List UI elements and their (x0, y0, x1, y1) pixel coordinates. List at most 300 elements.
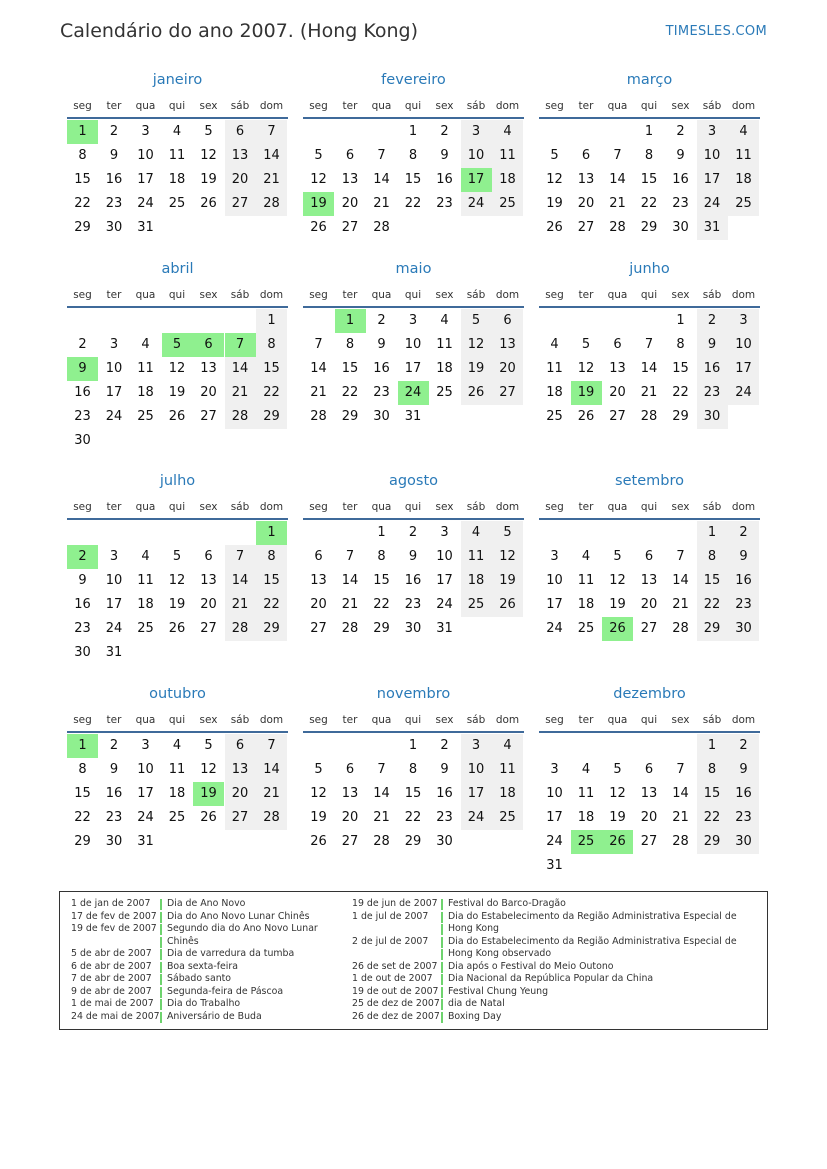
day-cell: 19 (168, 597, 186, 612)
weekday-header: qui (640, 100, 658, 112)
weekday-header: seg (73, 289, 92, 301)
day-cell: 15 (256, 569, 287, 593)
day-cell: 8 (676, 337, 685, 352)
day-cell: 9 (728, 545, 759, 569)
legend-marker (441, 912, 443, 923)
holiday-day-cell: 7 (225, 333, 256, 357)
day-cell: 27 (640, 621, 658, 636)
header-divider (67, 117, 288, 119)
site-logo[interactable]: TIMESLES.COM (665, 24, 767, 39)
day-cell: 27 (577, 220, 595, 235)
weekday-header: sex (435, 100, 454, 112)
day-cell: 20 (225, 782, 256, 806)
day-cell: 13 (492, 333, 523, 357)
day-cell: 26 (546, 220, 563, 235)
legend-holiday-name: Festival do Barco-Dragão (448, 898, 566, 909)
day-cell: 22 (74, 810, 91, 825)
day-cell: 5 (204, 124, 213, 139)
day-cell: 2 (728, 734, 759, 758)
day-cell: 8 (256, 333, 287, 357)
day-cell: 10 (404, 337, 422, 352)
day-cell: 2 (78, 337, 87, 352)
day-cell: 7 (676, 549, 685, 564)
day-cell: 3 (550, 549, 559, 564)
weekday-header: qui (168, 100, 186, 112)
day-cell: 6 (613, 337, 622, 352)
day-cell: 17 (404, 361, 422, 376)
day-cell: 1 (644, 124, 654, 139)
weekday-header: qui (168, 501, 186, 513)
day-cell: 6 (644, 549, 654, 564)
day-cell: 2 (697, 309, 728, 333)
day-cell: 21 (373, 196, 390, 211)
day-cell: 4 (440, 313, 449, 328)
month-name: março (626, 72, 673, 88)
day-cell: 5 (461, 309, 492, 333)
day-cell: 14 (256, 758, 287, 782)
holiday-day-cell: 19 (303, 192, 334, 216)
holiday-day-cell: 1 (256, 521, 287, 545)
day-cell: 19 (310, 810, 327, 825)
day-cell: 12 (492, 545, 523, 569)
day-cell: 8 (697, 758, 728, 782)
weekday-header: qui (404, 289, 422, 301)
day-cell: 9 (408, 549, 418, 564)
day-cell: 14 (672, 573, 689, 588)
day-cell: 20 (341, 196, 359, 211)
weekday-header: ter (342, 714, 358, 726)
day-cell: 19 (609, 597, 626, 612)
legend-marker (160, 974, 162, 985)
day-cell: 11 (728, 144, 759, 168)
day-cell: 31 (697, 216, 728, 240)
legend-date: 26 de dez de 2007 (352, 1010, 440, 1022)
weekday-header: ter (106, 289, 122, 301)
day-cell: 6 (492, 309, 523, 333)
day-cell: 20 (609, 385, 626, 400)
weekday-header: sex (199, 501, 218, 513)
holiday-day-cell: 26 (602, 617, 633, 641)
legend-date: 24 de mai de 2007 (71, 1010, 160, 1022)
day-cell: 16 (74, 385, 91, 400)
day-cell: 29 (373, 621, 390, 636)
day-cell: 31 (404, 409, 422, 424)
weekday-header: sex (435, 289, 454, 301)
weekday-header: dom (259, 714, 284, 726)
day-cell: 21 (225, 381, 256, 405)
legend-date: 1 de jan de 2007 (71, 898, 151, 909)
day-cell: 6 (581, 148, 591, 163)
month-name: janeiro (152, 72, 203, 88)
day-cell: 8 (345, 337, 355, 352)
month-name: abril (161, 261, 194, 277)
day-cell: 20 (341, 810, 359, 825)
day-cell: 28 (672, 621, 689, 636)
day-cell: 24 (105, 621, 123, 636)
weekday-header: ter (578, 501, 594, 513)
day-cell: 27 (310, 621, 327, 636)
day-cell: 30 (697, 405, 728, 429)
legend-holiday-name: Segundo dia do Ano Novo Lunar Chinês (167, 923, 318, 947)
weekday-header: sex (671, 714, 690, 726)
day-cell: 15 (640, 172, 658, 187)
legend-holiday-name: Segunda-feira de Páscoa (167, 985, 284, 997)
legend-holiday-name: dia de Natal (448, 998, 505, 1009)
month-name: julho (159, 473, 196, 489)
day-cell: 16 (404, 573, 422, 588)
day-cell: 14 (609, 172, 626, 187)
day-cell: 19 (492, 569, 523, 593)
day-cell: 13 (640, 573, 658, 588)
day-cell: 2 (440, 124, 449, 139)
day-cell: 20 (577, 196, 595, 211)
day-cell: 30 (404, 621, 422, 636)
day-cell: 28 (225, 617, 256, 641)
day-cell: 22 (640, 196, 658, 211)
day-cell: 31 (436, 621, 453, 636)
weekday-header: dom (259, 289, 284, 301)
weekday-header: qua (371, 501, 392, 513)
day-cell: 14 (310, 361, 327, 376)
weekday-header: qui (404, 714, 422, 726)
legend-date: 1 de mai de 2007 (71, 998, 154, 1009)
day-cell: 29 (74, 834, 91, 849)
day-cell: 12 (546, 172, 563, 187)
day-cell: 25 (168, 196, 186, 211)
legend-item (352, 1011, 753, 1024)
day-cell: 12 (310, 786, 327, 801)
day-cell: 24 (137, 196, 154, 211)
day-cell: 7 (256, 120, 287, 144)
legend-holiday-name: Dia do Trabalho (167, 998, 241, 1009)
header-divider (539, 117, 760, 119)
day-cell: 22 (404, 196, 422, 211)
day-cell: 17 (137, 786, 154, 801)
weekday-header: seg (73, 714, 92, 726)
day-cell: 8 (408, 148, 418, 163)
day-cell: 1 (697, 521, 728, 545)
holiday-day-cell: 5 (162, 333, 193, 357)
day-cell: 27 (200, 621, 217, 636)
day-cell: 15 (404, 172, 422, 187)
month-name: dezembro (613, 686, 686, 702)
weekday-header: sáb (230, 100, 250, 112)
legend-marker (441, 962, 443, 973)
holiday-day-cell: 25 (571, 830, 602, 854)
weekday-header: qui (168, 289, 186, 301)
day-cell: 6 (204, 549, 213, 564)
day-cell: 7 (644, 337, 654, 352)
day-cell: 13 (341, 172, 359, 187)
weekday-header: dom (731, 501, 756, 513)
day-cell: 3 (408, 313, 418, 328)
legend-marker (441, 937, 443, 948)
day-cell: 29 (341, 409, 359, 424)
day-cell: 29 (640, 220, 658, 235)
day-cell: 25 (137, 409, 154, 424)
legend-item (71, 923, 352, 948)
day-cell: 14 (225, 357, 256, 381)
month-name: junho (629, 261, 670, 277)
header-divider (539, 518, 760, 520)
weekday-header: sex (199, 100, 218, 112)
legend-marker (441, 1012, 443, 1023)
day-cell: 10 (105, 573, 123, 588)
holiday-day-cell: 1 (67, 734, 98, 758)
weekday-header: dom (259, 501, 284, 513)
day-cell: 4 (581, 549, 591, 564)
day-cell: 27 (341, 220, 359, 235)
day-cell: 5 (172, 549, 182, 564)
day-cell: 29 (697, 617, 728, 641)
day-cell: 2 (676, 124, 685, 139)
weekday-header: qua (607, 714, 628, 726)
day-cell: 18 (137, 385, 154, 400)
weekday-header: qua (607, 100, 628, 112)
weekday-header: qua (135, 289, 156, 301)
day-cell: 17 (105, 597, 123, 612)
day-cell: 17 (546, 810, 563, 825)
day-cell: 25 (461, 593, 492, 617)
legend-item (352, 936, 753, 961)
day-cell: 4 (550, 337, 559, 352)
day-cell: 26 (168, 409, 186, 424)
day-cell: 27 (492, 381, 523, 405)
legend-date: 1 de out de 2007 (352, 973, 433, 984)
day-cell: 17 (728, 357, 759, 381)
weekday-header: dom (495, 100, 520, 112)
weekday-header: sáb (702, 501, 722, 513)
legend-date: 19 de out de 2007 (352, 985, 439, 997)
weekday-header: ter (578, 289, 594, 301)
day-cell: 13 (609, 361, 626, 376)
day-cell: 23 (373, 385, 390, 400)
day-cell: 19 (609, 810, 626, 825)
day-cell: 23 (728, 806, 759, 830)
day-cell: 13 (225, 144, 256, 168)
header-divider (303, 731, 524, 733)
weekday-header: dom (731, 289, 756, 301)
day-cell: 11 (492, 758, 523, 782)
day-cell: 8 (644, 148, 654, 163)
day-cell: 3 (728, 309, 759, 333)
day-cell: 16 (436, 786, 453, 801)
day-cell: 18 (577, 810, 595, 825)
day-cell: 5 (492, 521, 523, 545)
day-cell: 4 (728, 120, 759, 144)
day-cell: 28 (640, 409, 658, 424)
day-cell: 23 (436, 196, 453, 211)
day-cell: 10 (546, 786, 563, 801)
day-cell: 27 (200, 409, 217, 424)
day-cell: 30 (373, 409, 390, 424)
day-cell: 18 (168, 172, 186, 187)
legend-date: 17 de fev de 2007 (71, 910, 157, 922)
day-cell: 15 (672, 361, 689, 376)
day-cell: 21 (672, 810, 689, 825)
day-cell: 15 (697, 569, 728, 593)
day-cell: 5 (314, 148, 323, 163)
weekday-header: sex (199, 289, 218, 301)
weekday-header: ter (106, 501, 122, 513)
day-cell: 26 (461, 381, 492, 405)
day-cell: 29 (256, 617, 287, 641)
day-cell: 16 (728, 782, 759, 806)
day-cell: 21 (672, 597, 689, 612)
day-cell: 21 (341, 597, 359, 612)
day-cell: 14 (373, 172, 390, 187)
legend-holiday-name: Boa sexta-feira (167, 960, 239, 972)
holiday-day-cell: 19 (571, 381, 602, 405)
weekday-header: sáb (466, 501, 486, 513)
day-cell: 25 (728, 192, 759, 216)
day-cell: 10 (697, 144, 728, 168)
day-cell: 27 (225, 192, 256, 216)
day-cell: 2 (109, 738, 119, 753)
day-cell: 24 (728, 381, 759, 405)
day-cell: 4 (492, 734, 523, 758)
day-cell: 29 (697, 830, 728, 854)
day-cell: 25 (492, 806, 523, 830)
weekday-header: seg (73, 100, 92, 112)
header-divider (303, 117, 524, 119)
day-cell: 5 (550, 148, 559, 163)
day-cell: 24 (137, 810, 154, 825)
weekday-header: sex (435, 501, 454, 513)
legend-marker (160, 987, 162, 998)
day-cell: 10 (461, 144, 492, 168)
day-cell: 11 (577, 573, 595, 588)
weekday-header: qua (135, 714, 156, 726)
legend-item (71, 961, 352, 974)
day-cell: 24 (546, 834, 563, 849)
legend-date: 26 de set de 2007 (352, 960, 438, 972)
legend-date: 9 de abr de 2007 (71, 985, 152, 997)
day-cell: 4 (172, 738, 182, 753)
day-cell: 2 (377, 313, 386, 328)
day-cell: 12 (168, 573, 186, 588)
day-cell: 11 (461, 545, 492, 569)
day-cell: 9 (377, 337, 386, 352)
header-divider (539, 731, 760, 733)
day-cell: 23 (105, 196, 123, 211)
holiday-day-cell: 24 (398, 381, 429, 405)
weekday-header: seg (309, 714, 328, 726)
weekday-header: qui (168, 714, 186, 726)
legend-item (352, 986, 753, 999)
day-cell: 1 (408, 124, 418, 139)
day-cell: 7 (314, 337, 323, 352)
day-cell: 7 (345, 549, 355, 564)
day-cell: 15 (697, 782, 728, 806)
day-cell: 31 (137, 834, 154, 849)
day-cell: 18 (577, 597, 595, 612)
day-cell: 7 (377, 148, 386, 163)
day-cell: 25 (577, 621, 595, 636)
weekday-header: sex (671, 501, 690, 513)
day-cell: 12 (200, 148, 217, 163)
day-cell: 4 (492, 120, 523, 144)
legend-item (71, 948, 352, 961)
day-cell: 28 (310, 409, 327, 424)
day-cell: 3 (141, 738, 150, 753)
day-cell: 28 (256, 192, 287, 216)
day-cell: 31 (546, 858, 563, 873)
legend-marker (441, 924, 443, 935)
day-cell: 3 (109, 549, 119, 564)
day-cell: 28 (609, 220, 626, 235)
day-cell: 10 (137, 762, 154, 777)
legend-item (352, 898, 753, 911)
day-cell: 7 (225, 545, 256, 569)
day-cell: 15 (341, 361, 359, 376)
day-cell: 31 (105, 645, 123, 660)
day-cell: 24 (105, 409, 123, 424)
legend-marker (160, 949, 162, 960)
day-cell: 30 (436, 834, 453, 849)
day-cell: 17 (697, 168, 728, 192)
day-cell: 26 (200, 196, 217, 211)
day-cell: 16 (74, 597, 91, 612)
day-cell: 30 (74, 645, 91, 660)
weekday-header: qua (135, 100, 156, 112)
day-cell: 28 (341, 621, 359, 636)
holiday-day-cell: 2 (67, 545, 98, 569)
day-cell: 12 (609, 786, 626, 801)
weekday-header: ter (342, 100, 358, 112)
holiday-day-cell: 1 (335, 309, 366, 333)
weekday-header: ter (342, 501, 358, 513)
day-cell: 23 (728, 593, 759, 617)
day-cell: 9 (78, 573, 87, 588)
day-cell: 17 (546, 597, 563, 612)
day-cell: 14 (640, 361, 658, 376)
day-cell: 1 (697, 734, 728, 758)
weekday-header: ter (106, 100, 122, 112)
day-cell: 11 (137, 573, 154, 588)
weekday-header: dom (259, 100, 284, 112)
day-cell: 11 (168, 762, 186, 777)
day-cell: 23 (672, 196, 689, 211)
day-cell: 4 (141, 549, 150, 564)
weekday-header: seg (309, 289, 328, 301)
day-cell: 12 (609, 573, 626, 588)
legend-marker (160, 1012, 162, 1023)
header-divider (67, 306, 288, 308)
weekday-header: sáb (466, 714, 486, 726)
day-cell: 5 (314, 762, 323, 777)
legend-date: 5 de abr de 2007 (71, 948, 152, 959)
weekday-header: qui (404, 100, 422, 112)
month-name: setembro (615, 473, 684, 489)
legend-item (352, 998, 753, 1011)
day-cell: 20 (492, 357, 523, 381)
legend-item (352, 961, 753, 974)
day-cell: 7 (613, 148, 622, 163)
day-cell: 18 (492, 168, 523, 192)
day-cell: 24 (546, 621, 563, 636)
day-cell: 22 (74, 196, 91, 211)
weekday-header: seg (545, 100, 564, 112)
day-cell: 6 (225, 120, 256, 144)
day-cell: 1 (408, 738, 418, 753)
day-cell: 26 (492, 593, 523, 617)
header-divider (303, 306, 524, 308)
weekday-header: sáb (702, 714, 722, 726)
legend-item (352, 911, 753, 936)
day-cell: 27 (225, 806, 256, 830)
holiday-day-cell: 1 (67, 120, 98, 144)
